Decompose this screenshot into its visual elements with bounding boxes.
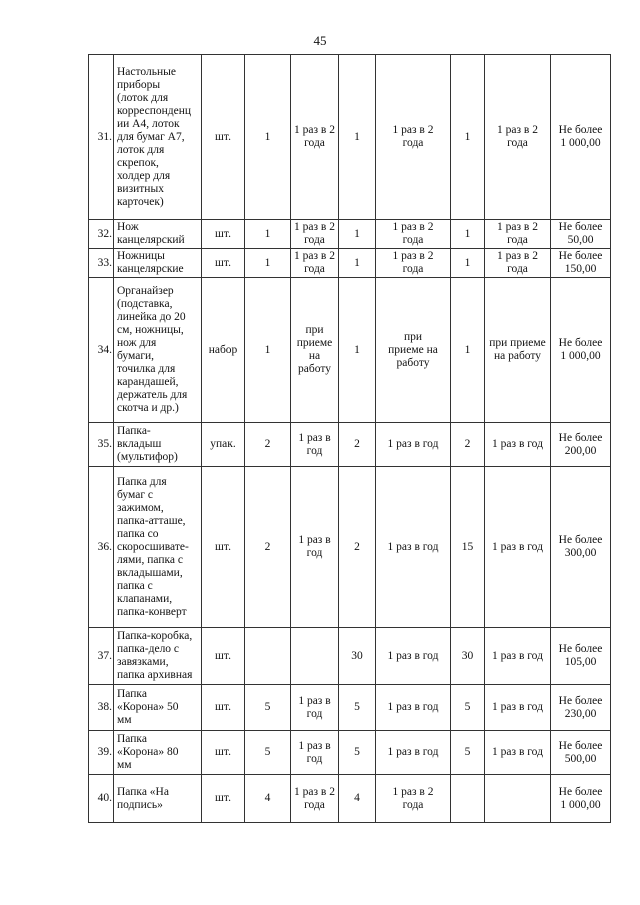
table-row [89,731,611,775]
period-2-cell [376,249,451,278]
period-1: 1 раз в год [298,431,331,457]
quantity-1-cell [245,423,291,467]
quantity-2-cell [339,278,376,423]
quantity-3-cell [451,278,485,423]
table-row [89,249,611,278]
period-1-cell [291,55,339,220]
price-limit-cell [551,55,611,220]
row-number: 33. [97,256,112,269]
period-2-cell [376,628,451,685]
price-limit: Не более 105,00 [558,643,603,668]
price-limit-cell [551,731,611,775]
period-3: 1 раз в год [492,649,543,662]
quantity-1-cell [245,685,291,731]
period-1: при приеме на работу [296,324,333,375]
quantity-1-cell [245,55,291,220]
quantity-2-cell [339,628,376,685]
quantity-2-cell [339,249,376,278]
quantity-2-cell [339,220,376,249]
price-limit: Не более 50,00 [558,221,603,246]
item-name: Папка-коробка, папка-дело с завязками, папка архивная [117,630,193,681]
period-2-cell [376,220,451,249]
unit-cell [202,685,245,731]
quantity-2-cell [339,423,376,467]
price-limit-cell [551,467,611,628]
row-number-cell [89,55,114,220]
item-name: Папка «Корона» 50 мм [117,688,179,726]
item-name-cell [114,423,202,467]
unit: шт. [215,746,231,758]
unit: шт. [215,701,231,713]
period-1-cell [291,467,339,628]
period-2-cell [376,423,451,467]
quantity-1-cell [245,278,291,423]
item-name-cell [114,55,202,220]
quantity-2: 1 [354,130,360,143]
quantity-1: 1 [264,130,271,143]
price-limit-cell [551,249,611,278]
row-number: 36. [97,540,112,553]
unit: набор [208,343,238,356]
period-3: 1 раз в год [492,438,543,450]
unit: шт. [215,792,231,804]
period-2: 1 раз в 2 года [392,250,434,275]
unit-cell [202,423,245,467]
table-row [89,55,611,220]
period-2-cell [376,685,451,731]
row-number: 37. [97,649,112,662]
price-limit: Не более 300,00 [558,534,603,559]
period-1-cell [291,220,339,249]
period-3-cell [485,467,551,628]
period-3: при приеме на работу [489,337,546,362]
quantity-3-cell [451,55,485,220]
row-number-cell [89,775,114,823]
price-limit: Не более 1 000,00 [558,785,603,811]
period-1: 1 раз в 2 года [294,785,335,811]
table-row [89,685,611,731]
price-limit: Не более 1 000,00 [558,124,603,149]
table-row [89,628,611,685]
quantity-3-cell [451,467,485,628]
period-3-cell [485,249,551,278]
unit: упак. [210,438,236,450]
item-name: Настольные приборы (лоток для корреспонденц ии А4, лоток для бумаг А7, лоток для скрепок, холдер для визитных карточек) [117,65,192,208]
quantity-1-cell [245,775,291,823]
quantity-2-cell [339,731,376,775]
unit: шт. [215,540,231,553]
period-2: 1 раз в год [387,540,439,553]
row-number-cell [89,249,114,278]
unit-cell [202,775,245,823]
period-1-cell [291,685,339,731]
quantity-3-cell [451,685,485,731]
period-3: 1 раз в год [492,746,543,758]
period-3: 1 раз в 2 года [497,250,538,275]
period-1: 1 раз в год [298,694,331,720]
item-name: Папка- вкладыш (мультифор) [117,425,178,463]
row-number: 38. [97,701,112,713]
table-row [89,220,611,249]
quantity-3-cell [451,731,485,775]
quantity-1: 2 [264,540,271,553]
quantity-1: 1 [264,256,271,269]
price-limit: Не более 200,00 [558,431,603,457]
period-3: 1 раз в год [492,701,543,713]
period-2-cell [376,278,451,423]
unit-cell [202,628,245,685]
quantity-3: 1 [464,256,471,269]
period-1-cell [291,775,339,823]
item-name-cell [114,220,202,249]
table-row [89,278,611,423]
period-1: 1 раз в год [298,739,331,765]
item-name: Нож канцелярский [117,221,185,246]
item-name: Органайзер (подставка, линейка до 20 см, ножницы, нож для бумаги, точилка для карандашей, держатель для скотча и др.) [117,285,188,414]
quantity-3: 1 [464,227,471,240]
quantity-3-cell [451,628,485,685]
price-limit: Не более 150,00 [558,250,603,275]
quantity-1: 4 [264,792,271,804]
period-1-cell [291,249,339,278]
row-number-cell [89,278,114,423]
period-2-cell [376,467,451,628]
period-3-cell [485,220,551,249]
period-2-cell [376,775,451,823]
price-limit-cell [551,685,611,731]
table-row [89,775,611,823]
price-limit: Не более 500,00 [558,739,603,765]
quantity-2: 4 [354,792,360,804]
period-1-cell [291,278,339,423]
row-number-cell [89,423,114,467]
period-3: 1 раз в 2 года [497,221,538,246]
quantity-1: 5 [264,746,271,758]
table-row [89,467,611,628]
period-3-cell [485,775,551,823]
period-1-cell [291,628,339,685]
item-name-cell [114,467,202,628]
row-number-cell [89,628,114,685]
unit: шт. [215,227,231,240]
row-number-cell [89,467,114,628]
period-2-cell [376,55,451,220]
quantity-1: 5 [264,701,271,713]
item-name: Ножницы канцелярские [117,250,184,275]
quantity-1-cell [245,249,291,278]
quantity-3-cell [451,423,485,467]
period-3-cell [485,423,551,467]
quantity-2-cell [339,775,376,823]
unit: шт. [215,256,231,269]
quantity-1: 1 [264,227,271,240]
period-2-cell [376,731,451,775]
period-2: 1 раз в год [387,438,439,450]
period-1: 1 раз в 2 года [294,124,335,149]
item-name-cell [114,685,202,731]
row-number: 31. [97,130,112,143]
period-3-cell [485,685,551,731]
unit-cell [202,249,245,278]
quantity-3-cell [451,775,485,823]
quantity-2-cell [339,55,376,220]
quantity-2: 1 [354,343,360,356]
row-number: 40. [97,792,112,804]
price-limit-cell [551,423,611,467]
period-2: при приеме на работу [388,330,438,369]
quantity-1: 2 [264,438,271,450]
row-number-cell [89,731,114,775]
period-2: 1 раз в год [387,746,439,758]
period-1-cell [291,731,339,775]
quantity-3-cell [451,220,485,249]
item-name: Папка «На подпись» [117,785,169,811]
row-number: 34. [97,343,112,356]
quantity-3: 5 [464,701,471,713]
period-2: 1 раз в 2 года [392,124,434,149]
item-name: Папка для бумаг с зажимом, папка-атташе, папка со скоросшивате- лями, папка с вкладышами, папка с клапанами, папка-конверт [117,475,189,618]
unit-cell [202,55,245,220]
quantity-1-cell [245,467,291,628]
item-name-cell [114,775,202,823]
table-row [89,423,611,467]
item-name-cell [114,731,202,775]
period-2: 1 раз в 2 года [392,785,434,811]
quantity-2: 5 [354,701,360,713]
quantity-3: 1 [464,343,471,356]
unit-cell [202,220,245,249]
period-3-cell [485,628,551,685]
quantity-1: 1 [264,343,271,356]
row-number-cell [89,685,114,731]
unit: шт. [215,649,231,662]
quantity-1-cell [245,731,291,775]
quantity-3-cell [451,249,485,278]
row-number: 39. [97,746,112,758]
price-limit-cell [551,775,611,823]
row-number-cell [89,220,114,249]
quantity-3: 30 [461,649,474,662]
period-3: 1 раз в год [492,540,543,553]
quantity-2: 5 [354,746,360,758]
unit-cell [202,278,245,423]
unit-cell [202,467,245,628]
price-limit: Не более 230,00 [558,694,603,720]
period-1-cell [291,423,339,467]
price-limit: Не более 1 000,00 [558,337,603,362]
period-3: 1 раз в 2 года [497,124,538,149]
quantity-3: 1 [464,130,471,143]
row-number: 32. [97,227,112,240]
period-3-cell [485,731,551,775]
supplies-table [88,54,611,823]
quantity-1-cell [245,628,291,685]
price-limit-cell [551,628,611,685]
period-2: 1 раз в год [387,701,439,713]
item-name-cell [114,628,202,685]
period-1: 1 раз в 2 года [294,221,335,246]
unit-cell [202,731,245,775]
quantity-3: 15 [461,540,474,553]
item-name: Папка «Корона» 80 мм [117,733,179,771]
item-name-cell [114,278,202,423]
period-2: 1 раз в 2 года [392,221,434,246]
quantity-2: 1 [354,227,360,240]
quantity-2: 2 [354,438,360,450]
period-1: 1 раз в год [298,534,331,559]
price-limit-cell [551,278,611,423]
quantity-2-cell [339,467,376,628]
quantity-2-cell [339,685,376,731]
price-limit-cell [551,220,611,249]
period-3-cell [485,55,551,220]
period-2: 1 раз в год [387,649,439,662]
row-number: 35. [97,438,112,450]
quantity-1-cell [245,220,291,249]
quantity-2: 2 [354,540,360,553]
period-3-cell [485,278,551,423]
unit: шт. [215,130,231,143]
period-1: 1 раз в 2 года [294,250,335,275]
item-name-cell [114,249,202,278]
quantity-2: 1 [354,256,360,269]
page-number: 45 [313,33,327,48]
quantity-3: 5 [464,746,471,758]
quantity-3: 2 [464,438,471,450]
quantity-2: 30 [351,649,363,662]
